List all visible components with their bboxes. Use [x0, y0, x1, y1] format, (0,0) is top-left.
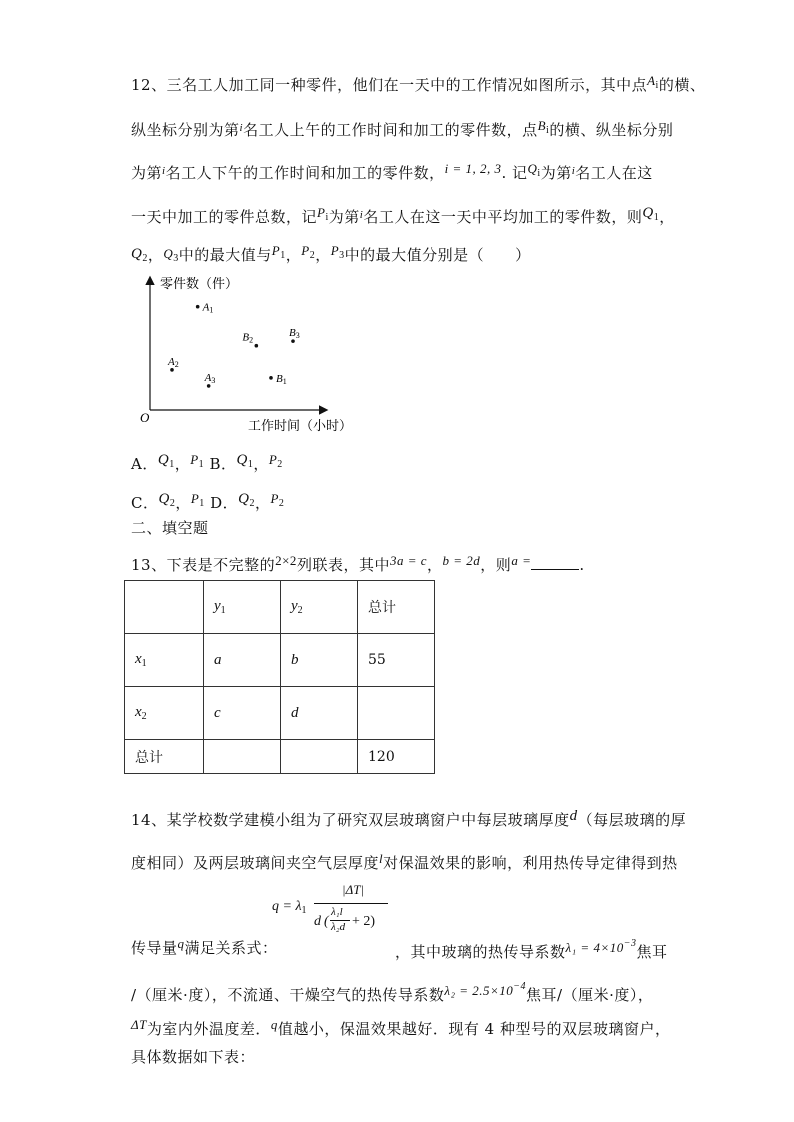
q12-options-row2 — [131, 488, 284, 515]
table-cell: d — [281, 687, 358, 740]
table-cell: 55 — [358, 634, 435, 687]
table-cell: 总计 — [358, 581, 435, 634]
q14-line2: 度相同）及两层玻璃间夹空气层厚度l对保温效果的影响，利用热传导定律得到热 — [131, 851, 678, 872]
point-label-b2: B2 — [242, 331, 254, 345]
q12-line2: 纵坐标分别为第$^i$名工人上午的工作时间和加工的零件数，点$B_i$的横、纵坐标分别 — [131, 118, 674, 139]
option-d[interactable]: D．$Q_2$，$P_2$ — [210, 491, 285, 512]
table-cell — [125, 581, 204, 634]
point-label-a2: A2 — [168, 355, 179, 369]
point-a1 — [196, 305, 200, 309]
q12-line4: 一天中加工的零件总数，记$P_i$为第$^i$名工人在这一天中平均加工的零件数，则$Q_1$， — [131, 205, 675, 226]
q14-line3-right: ，其中玻璃的热传导系数$\lambda_1 = 4\times 10^{-3}$焦耳 — [395, 938, 668, 961]
q13-text: 13、下表是不完整的2×2列联表，其中3a = c，b = 2d，则a = . — [131, 553, 585, 574]
table-row — [125, 687, 435, 740]
table-cell: $x_1$ — [125, 634, 204, 687]
table-row — [125, 740, 435, 774]
point-label-a3: A3 — [204, 371, 216, 385]
q14-line4: /（厘米·度），不流通、干燥空气的热传导系数$\lambda_2 = 2.5\times 10^{-4}$焦耳/（厘米·度）， — [131, 981, 654, 1004]
option-a[interactable]: A．$Q_1$，$P_1$ — [131, 452, 205, 473]
q14-line5: ΔT为室内外温度差．q值越小，保温效果越好．现有 4 种型号的双层玻璃窗户， — [131, 1017, 671, 1038]
contingency-table — [124, 580, 435, 774]
q12-line1: 12、三名工人加工同一种零件，他们在一天中的工作情况如图所示，其中点$A_i$的横、 — [131, 73, 706, 94]
point-b2 — [255, 344, 259, 348]
x-axis-label: 工作时间（小时） — [248, 419, 353, 434]
q14-line6: 具体数据如下表： — [131, 1048, 256, 1066]
table-cell: a — [204, 634, 281, 687]
point-a3 — [207, 384, 211, 388]
table-cell — [281, 740, 358, 774]
heat-formula: $q = \lambda_1$ |ΔT| d ( λ₁l λ₂d + 2) — [272, 884, 392, 946]
y-axis-label: 零件数（件） — [160, 277, 239, 292]
q14-line1: 14、某学校数学建模小组为了研究双层玻璃窗户中每层玻璃厚度d（每层玻璃的厚 — [131, 808, 687, 829]
option-b[interactable]: B．$Q_1$，$P_2$ — [209, 452, 283, 473]
origin-label: O — [140, 410, 150, 425]
table-cell: 总计 — [125, 740, 204, 774]
option-c[interactable]: C．$Q_2$，$P_1$ — [131, 491, 205, 512]
q12-line3: 为第$^i$名工人下午的工作时间和加工的零件数，i = 1, 2, 3. 记$Q_i$为第$^i$名工人在这 — [131, 161, 653, 182]
q12-line5: $Q_2$，$Q_3$中的最大值与$P_1$，$P_2$，$P_3$中的最大值分别是（ ） — [131, 243, 531, 264]
table-cell: $x_2$ — [125, 687, 204, 740]
point-b3 — [291, 339, 295, 343]
q12-options-row1 — [131, 449, 283, 476]
table-cell: c — [204, 687, 281, 740]
q12-scatter-chart — [136, 268, 358, 436]
answer-blank[interactable] — [531, 555, 579, 570]
point-label-b3: B3 — [289, 327, 300, 341]
table-cell: 120 — [358, 740, 435, 774]
section-title: 二、填空题 — [131, 519, 209, 537]
point-label-b1: B1 — [276, 372, 287, 386]
point-b1 — [269, 376, 273, 380]
table-row — [125, 581, 435, 634]
table-cell: b — [281, 634, 358, 687]
table-row — [125, 634, 435, 687]
point-a2 — [170, 368, 174, 372]
table-cell: $y_1$ — [204, 581, 281, 634]
table-cell: $y_2$ — [281, 581, 358, 634]
q14-line3: 传导量q满足关系式： — [131, 936, 278, 957]
table-cell — [204, 740, 281, 774]
point-label-a1: A1 — [202, 301, 214, 315]
table-cell — [358, 687, 435, 740]
